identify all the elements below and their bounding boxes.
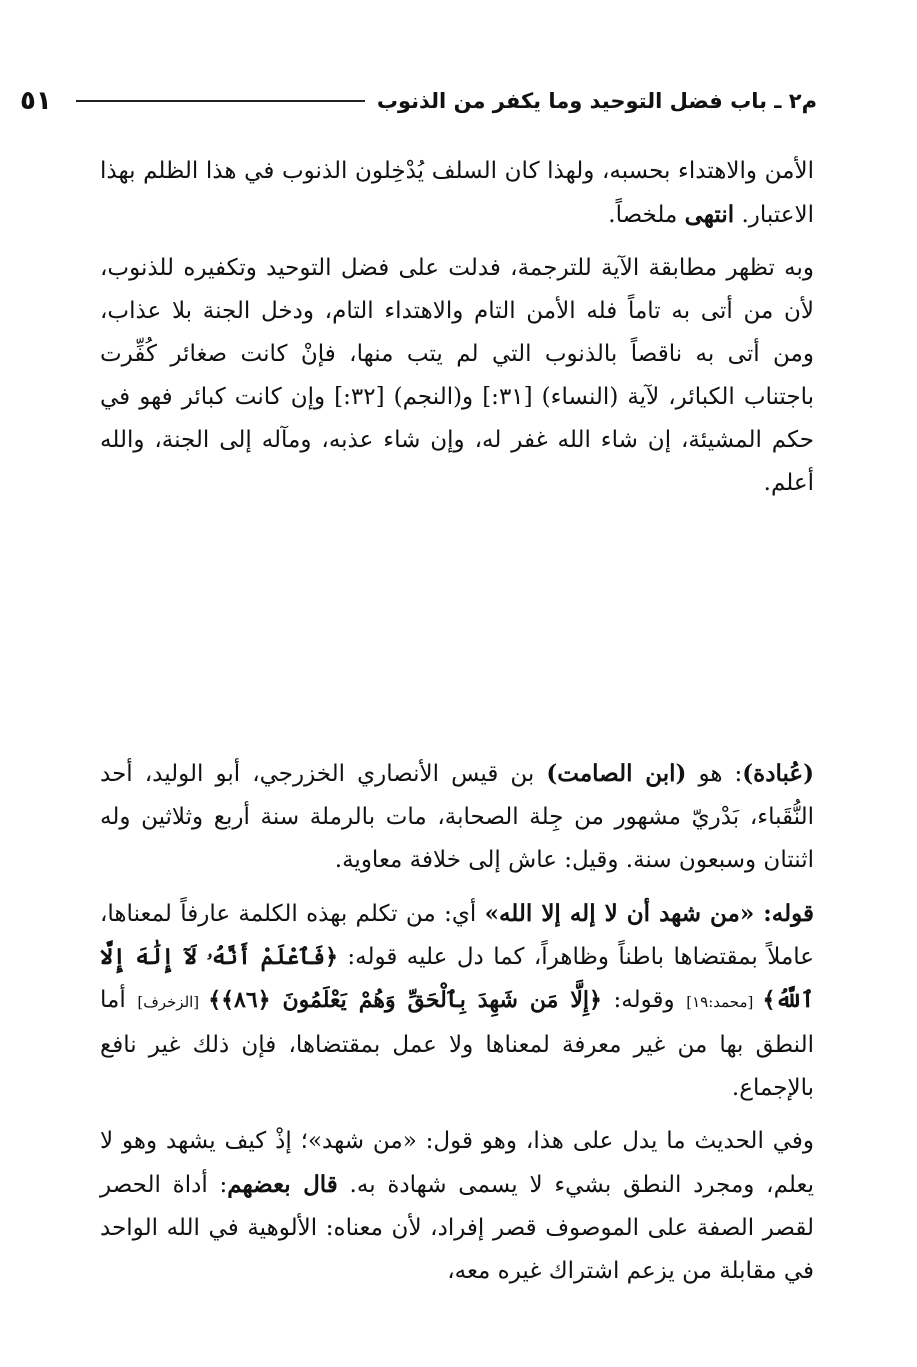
paragraph-text: أما النطق بها من غير معرفة لمعناها ولا عمل بمقتضاها، فإن ذلك غير نافع بالإجماع. xyxy=(100,987,814,1101)
quran-verse: ﴿فَٱعْلَمْ أَنَّهُۥ لَآ إِلَٰهَ إِلَّا ٱللَّهُ﴾ xyxy=(100,944,814,1013)
bold-term: قوله xyxy=(771,900,814,927)
paragraph-text: الأمن والاهتداء بحسبه، ولهذا كان السلف يُدْخِلون الذنوب في هذا الظلم بهذا الاعتبار. xyxy=(100,158,814,228)
paragraph-text: وفي الحديث ما يدل على هذا، وهو قول: «من شهد»؛ إذْ كيف يشهد وهو لا يعلم، ومجرد النطق بشيء لا يسمى شهادة به. xyxy=(100,1128,814,1198)
verse-reference: [محمد:١٩] xyxy=(686,993,763,1011)
paragraph: وبه تظهر مطابقة الآية للترجمة، فدلت على فضل التوحيد وتكفيره للذنوب، لأن من أتى به تاماً فله الأمن التام والاهتداء التام، ودخل الجنة بلا عذاب، ومن أتى به ناقصاً بالذنوب التي لم يتب منها، فإنْ كانت صغائر كُفِّرت باجتناب الكبائر، لآية (النساء) [٣١:] و(النجم) [٣٢:] وإن كانت كبائر فهو في حكم المشيئة، إن شاء الله غفر له، وإن شاء عذبه، ومآله إلى الجنة، والله أعلم. xyxy=(100,255,814,496)
verse-reference: [الزخرف] xyxy=(137,993,209,1011)
header-rule xyxy=(76,100,365,102)
paragraph xyxy=(100,1120,814,1293)
chapter-title: م٢ ـ باب فضل التوحيد وما يكفر من الذنوب xyxy=(376,89,817,113)
page-header xyxy=(20,86,817,116)
page-number: ٥١ xyxy=(20,86,52,116)
quran-verse: ﴿إِلَّا مَن شَهِدَ بِٱلْحَقِّ وَهُمْ يَعْلَمُونَ ﴿٨٦﴾﴾ xyxy=(208,987,602,1013)
paragraph-text: وقوله: xyxy=(601,987,687,1013)
bold-term: انتهى xyxy=(684,201,735,228)
bold-term: (ابن الصامت) xyxy=(546,760,687,787)
main-text xyxy=(100,150,814,505)
commentary-text xyxy=(100,752,814,1293)
paragraph-text: بن قيس الأنصاري الخزرجي، أبو الوليد، أحد النُّقَباء، بَدْريّ مشهور من جِلة الصحابة، مات بالرملة سنة أربع وثلاثين وله اثنتان وسبعون سنة. وقيل: عاش إلى خلافة معاوية. xyxy=(100,761,814,873)
paragraph-text: : أداة الحصر لقصر الصفة على الموصوف قصر إفراد، لأن معناه: الألوهية في الله الواحد في مقابلة من يزعم اشتراك غيره معه، xyxy=(100,1172,814,1284)
paragraph xyxy=(100,752,814,882)
paragraph-text: ملخصاً. xyxy=(608,202,685,228)
paragraph xyxy=(100,150,814,237)
hadith-quote: : «من شهد أن لا إله إلا الله» xyxy=(484,900,772,927)
paragraph-text: أي: من تكلم بهذه الكلمة عارفاً لمعناها، عاملاً بمقتضاها باطناً وظاهراً، كما دل عليه قوله: xyxy=(100,901,815,970)
bold-term: (عُبادة) xyxy=(742,760,814,787)
paragraph xyxy=(100,892,814,1110)
paragraph-text: : هو xyxy=(686,761,743,787)
bold-term: قال بعضهم xyxy=(227,1171,338,1198)
